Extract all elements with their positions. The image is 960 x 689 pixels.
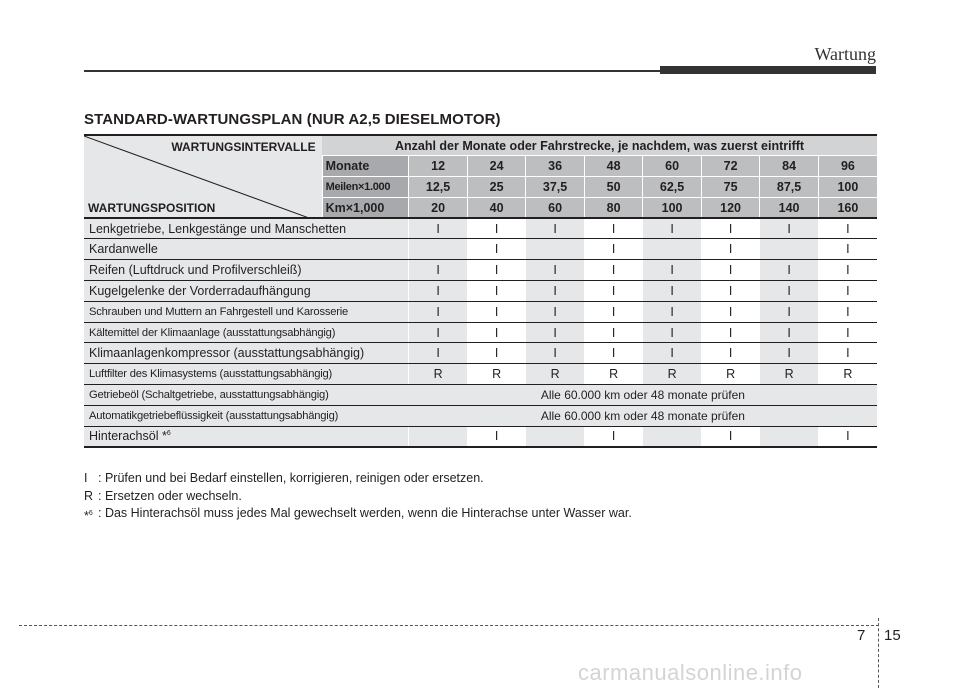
service-action-cell: I: [409, 301, 468, 322]
page-number: 15: [884, 627, 901, 644]
service-action-cell: I: [526, 322, 585, 343]
service-action-cell: I: [526, 281, 585, 302]
service-action-cell: I: [467, 239, 526, 260]
interval-value: 12,5: [409, 177, 468, 198]
service-action-cell: I: [760, 281, 819, 302]
service-action-cell: I: [409, 218, 468, 239]
service-action-cell: I: [818, 218, 877, 239]
section-title: STANDARD-WARTUNGSPLAN (NUR A2,5 DIESELMOTOR): [84, 111, 501, 128]
service-action-cell: I: [584, 322, 643, 343]
interval-value: 100: [818, 177, 877, 198]
interval-value: 72: [701, 156, 760, 177]
maintenance-item-name: [84, 343, 409, 364]
item-label: Getriebeöl (Schaltgetriebe, ausstattungsabhängig): [89, 388, 329, 401]
header-rule-bold: [660, 66, 876, 74]
service-action-cell: I: [818, 281, 877, 302]
table-corner-cell: [84, 135, 322, 218]
service-action-cell: I: [760, 218, 819, 239]
item-label: Kältemittel der Klimaanlage (ausstattungsabhängig): [89, 326, 336, 339]
service-action-cell: I: [467, 343, 526, 364]
service-action-cell: I: [701, 239, 760, 260]
service-action-cell: [760, 426, 819, 447]
service-action-cell: I: [818, 322, 877, 343]
service-action-cell: I: [526, 301, 585, 322]
item-label: Kugelgelenke der Vorderradaufhängung: [89, 283, 311, 298]
footnote-marker: 6: [166, 430, 171, 438]
service-action-cell: I: [409, 322, 468, 343]
maintenance-item-name: [84, 426, 409, 447]
service-action-cell: I: [643, 260, 702, 281]
service-action-cell: [643, 426, 702, 447]
service-action-cell: [409, 426, 468, 447]
table-row: [84, 385, 877, 406]
service-action-cell: R: [467, 364, 526, 385]
service-action-cell: I: [701, 218, 760, 239]
interval-value: 84: [760, 156, 819, 177]
interval-value: 140: [760, 197, 819, 218]
interval-value: 24: [467, 156, 526, 177]
service-action-cell: I: [584, 260, 643, 281]
service-action-cell: I: [467, 301, 526, 322]
interval-value: 62,5: [643, 177, 702, 198]
service-action-cell: I: [409, 343, 468, 364]
legend-key: [84, 488, 98, 506]
interval-value: 50: [584, 177, 643, 198]
interval-caption: Anzahl der Monate oder Fahrstrecke, je nachdem, was zuerst eintrifft: [322, 135, 877, 156]
service-action-cell: I: [467, 218, 526, 239]
interval-value: 160: [818, 197, 877, 218]
service-action-cell: I: [584, 281, 643, 302]
service-action-cell: [526, 239, 585, 260]
footer-rule: [19, 625, 879, 626]
interval-value: 60: [643, 156, 702, 177]
service-action-cell: I: [584, 343, 643, 364]
service-action-cell: R: [584, 364, 643, 385]
legend-note: [84, 470, 632, 488]
service-action-cell: I: [467, 260, 526, 281]
interval-value: 25: [467, 177, 526, 198]
service-action-cell: I: [643, 343, 702, 364]
interval-value: 36: [526, 156, 585, 177]
legend-key-symbol: R: [84, 488, 94, 503]
item-label: Hinterachsöl *: [89, 429, 167, 444]
legend-key-symbol: I: [84, 471, 88, 485]
service-action-cell: I: [701, 281, 760, 302]
service-action-cell: I: [701, 260, 760, 281]
interval-value: 12: [409, 156, 468, 177]
maintenance-item-name: [84, 301, 409, 322]
service-action-cell: I: [467, 322, 526, 343]
item-label: Klimaanlagenkompressor (ausstattungsabhängig): [89, 346, 365, 361]
service-action-cell: I: [760, 322, 819, 343]
chapter-title: Wartung: [814, 44, 876, 64]
interval-note: Alle 60.000 km oder 48 monate prüfen: [409, 385, 877, 406]
legend-text: : Das Hinterachsöl muss jedes Mal gewechselt werden, wenn die Hinterachse unter Wasser war.: [98, 506, 632, 520]
table-row: [84, 301, 877, 322]
service-action-cell: I: [467, 426, 526, 447]
service-action-cell: I: [584, 218, 643, 239]
header-rule: [84, 70, 660, 72]
footnote-marker: 6: [88, 510, 93, 517]
table-row: [84, 239, 877, 260]
legend-text: : Prüfen und bei Bedarf einstellen, korrigieren, reinigen oder ersetzen.: [98, 471, 484, 485]
service-action-cell: I: [526, 343, 585, 364]
table-row: [84, 426, 877, 447]
interval-unit-label: Km×1,000: [322, 197, 409, 218]
table-row: [84, 405, 877, 426]
interval-value: 120: [701, 197, 760, 218]
interval-value: 48: [584, 156, 643, 177]
service-action-cell: R: [526, 364, 585, 385]
service-action-cell: I: [760, 260, 819, 281]
maintenance-item-name: [84, 218, 409, 239]
maintenance-item-name: [84, 405, 409, 426]
table-row: [84, 364, 877, 385]
item-label: Reifen (Luftdruck und Profilverschleiß): [89, 263, 302, 278]
table-row: [84, 322, 877, 343]
interval-value: 96: [818, 156, 877, 177]
table-row: [84, 218, 877, 239]
service-action-cell: I: [409, 260, 468, 281]
maintenance-item-name: [84, 385, 409, 406]
service-action-cell: I: [409, 281, 468, 302]
table-row: [84, 260, 877, 281]
service-action-cell: I: [526, 260, 585, 281]
service-action-cell: I: [584, 301, 643, 322]
interval-value: 80: [584, 197, 643, 218]
service-action-cell: I: [818, 426, 877, 447]
item-label: Schrauben und Muttern an Fahrgestell und Karosserie: [89, 305, 349, 318]
service-action-cell: [643, 239, 702, 260]
legend-key: [84, 470, 98, 488]
service-action-cell: R: [643, 364, 702, 385]
table-row: [84, 343, 877, 364]
service-action-cell: [409, 239, 468, 260]
item-label: Kardanwelle: [89, 242, 158, 257]
footer-divider: [878, 618, 879, 688]
legend-note: [84, 505, 632, 526]
interval-value: 75: [701, 177, 760, 198]
service-action-cell: I: [526, 218, 585, 239]
item-label: Lenkgetriebe, Lenkgestänge und Manschetten: [89, 221, 347, 236]
maintenance-item-name: [84, 322, 409, 343]
interval-value: 60: [526, 197, 585, 218]
service-action-cell: R: [701, 364, 760, 385]
interval-value: 20: [409, 197, 468, 218]
service-action-cell: I: [701, 322, 760, 343]
service-action-cell: I: [701, 301, 760, 322]
service-action-cell: I: [643, 218, 702, 239]
legend-key: [84, 505, 98, 526]
watermark: carmanualsonline.info: [578, 660, 803, 685]
interval-unit-label: Monate: [322, 156, 409, 177]
legend-text: : Ersetzen oder wechseln.: [98, 488, 242, 503]
interval-value: 100: [643, 197, 702, 218]
service-action-cell: [526, 426, 585, 447]
item-label: Automatikgetriebeflüssigkeit (ausstattungsabhängig): [89, 409, 339, 422]
service-action-cell: I: [760, 343, 819, 364]
service-action-cell: I: [818, 239, 877, 260]
service-action-cell: R: [409, 364, 468, 385]
interval-heading: WARTUNGSINTERVALLE: [171, 140, 316, 154]
interval-unit-label: Meilen×1.000: [322, 177, 409, 198]
service-action-cell: R: [818, 364, 877, 385]
section-number: 7: [857, 627, 866, 644]
maintenance-item-name: [84, 239, 409, 260]
service-action-cell: I: [818, 260, 877, 281]
legend-key-symbol: *: [84, 509, 89, 524]
maintenance-item-name: [84, 364, 409, 385]
legend-notes: [84, 470, 632, 526]
service-action-cell: I: [584, 426, 643, 447]
service-action-cell: R: [760, 364, 819, 385]
legend-note: [84, 488, 632, 506]
table-row: [84, 281, 877, 302]
interval-value: 37,5: [526, 177, 585, 198]
service-action-cell: [760, 239, 819, 260]
item-label: Luftfilter des Klimasystems (ausstattungsabhängig): [89, 368, 333, 381]
service-action-cell: I: [818, 343, 877, 364]
service-action-cell: I: [701, 426, 760, 447]
interval-value: 87,5: [760, 177, 819, 198]
service-action-cell: I: [760, 301, 819, 322]
service-action-cell: I: [467, 281, 526, 302]
interval-note: Alle 60.000 km oder 48 monate prüfen: [409, 405, 877, 426]
service-action-cell: I: [818, 301, 877, 322]
service-action-cell: I: [643, 322, 702, 343]
service-action-cell: I: [643, 301, 702, 322]
position-heading: WARTUNGSPOSITION: [88, 201, 216, 216]
maintenance-item-name: [84, 260, 409, 281]
maintenance-item-name: [84, 281, 409, 302]
service-action-cell: I: [643, 281, 702, 302]
maintenance-table: [84, 134, 877, 448]
interval-value: 40: [467, 197, 526, 218]
service-action-cell: I: [584, 239, 643, 260]
service-action-cell: I: [701, 343, 760, 364]
